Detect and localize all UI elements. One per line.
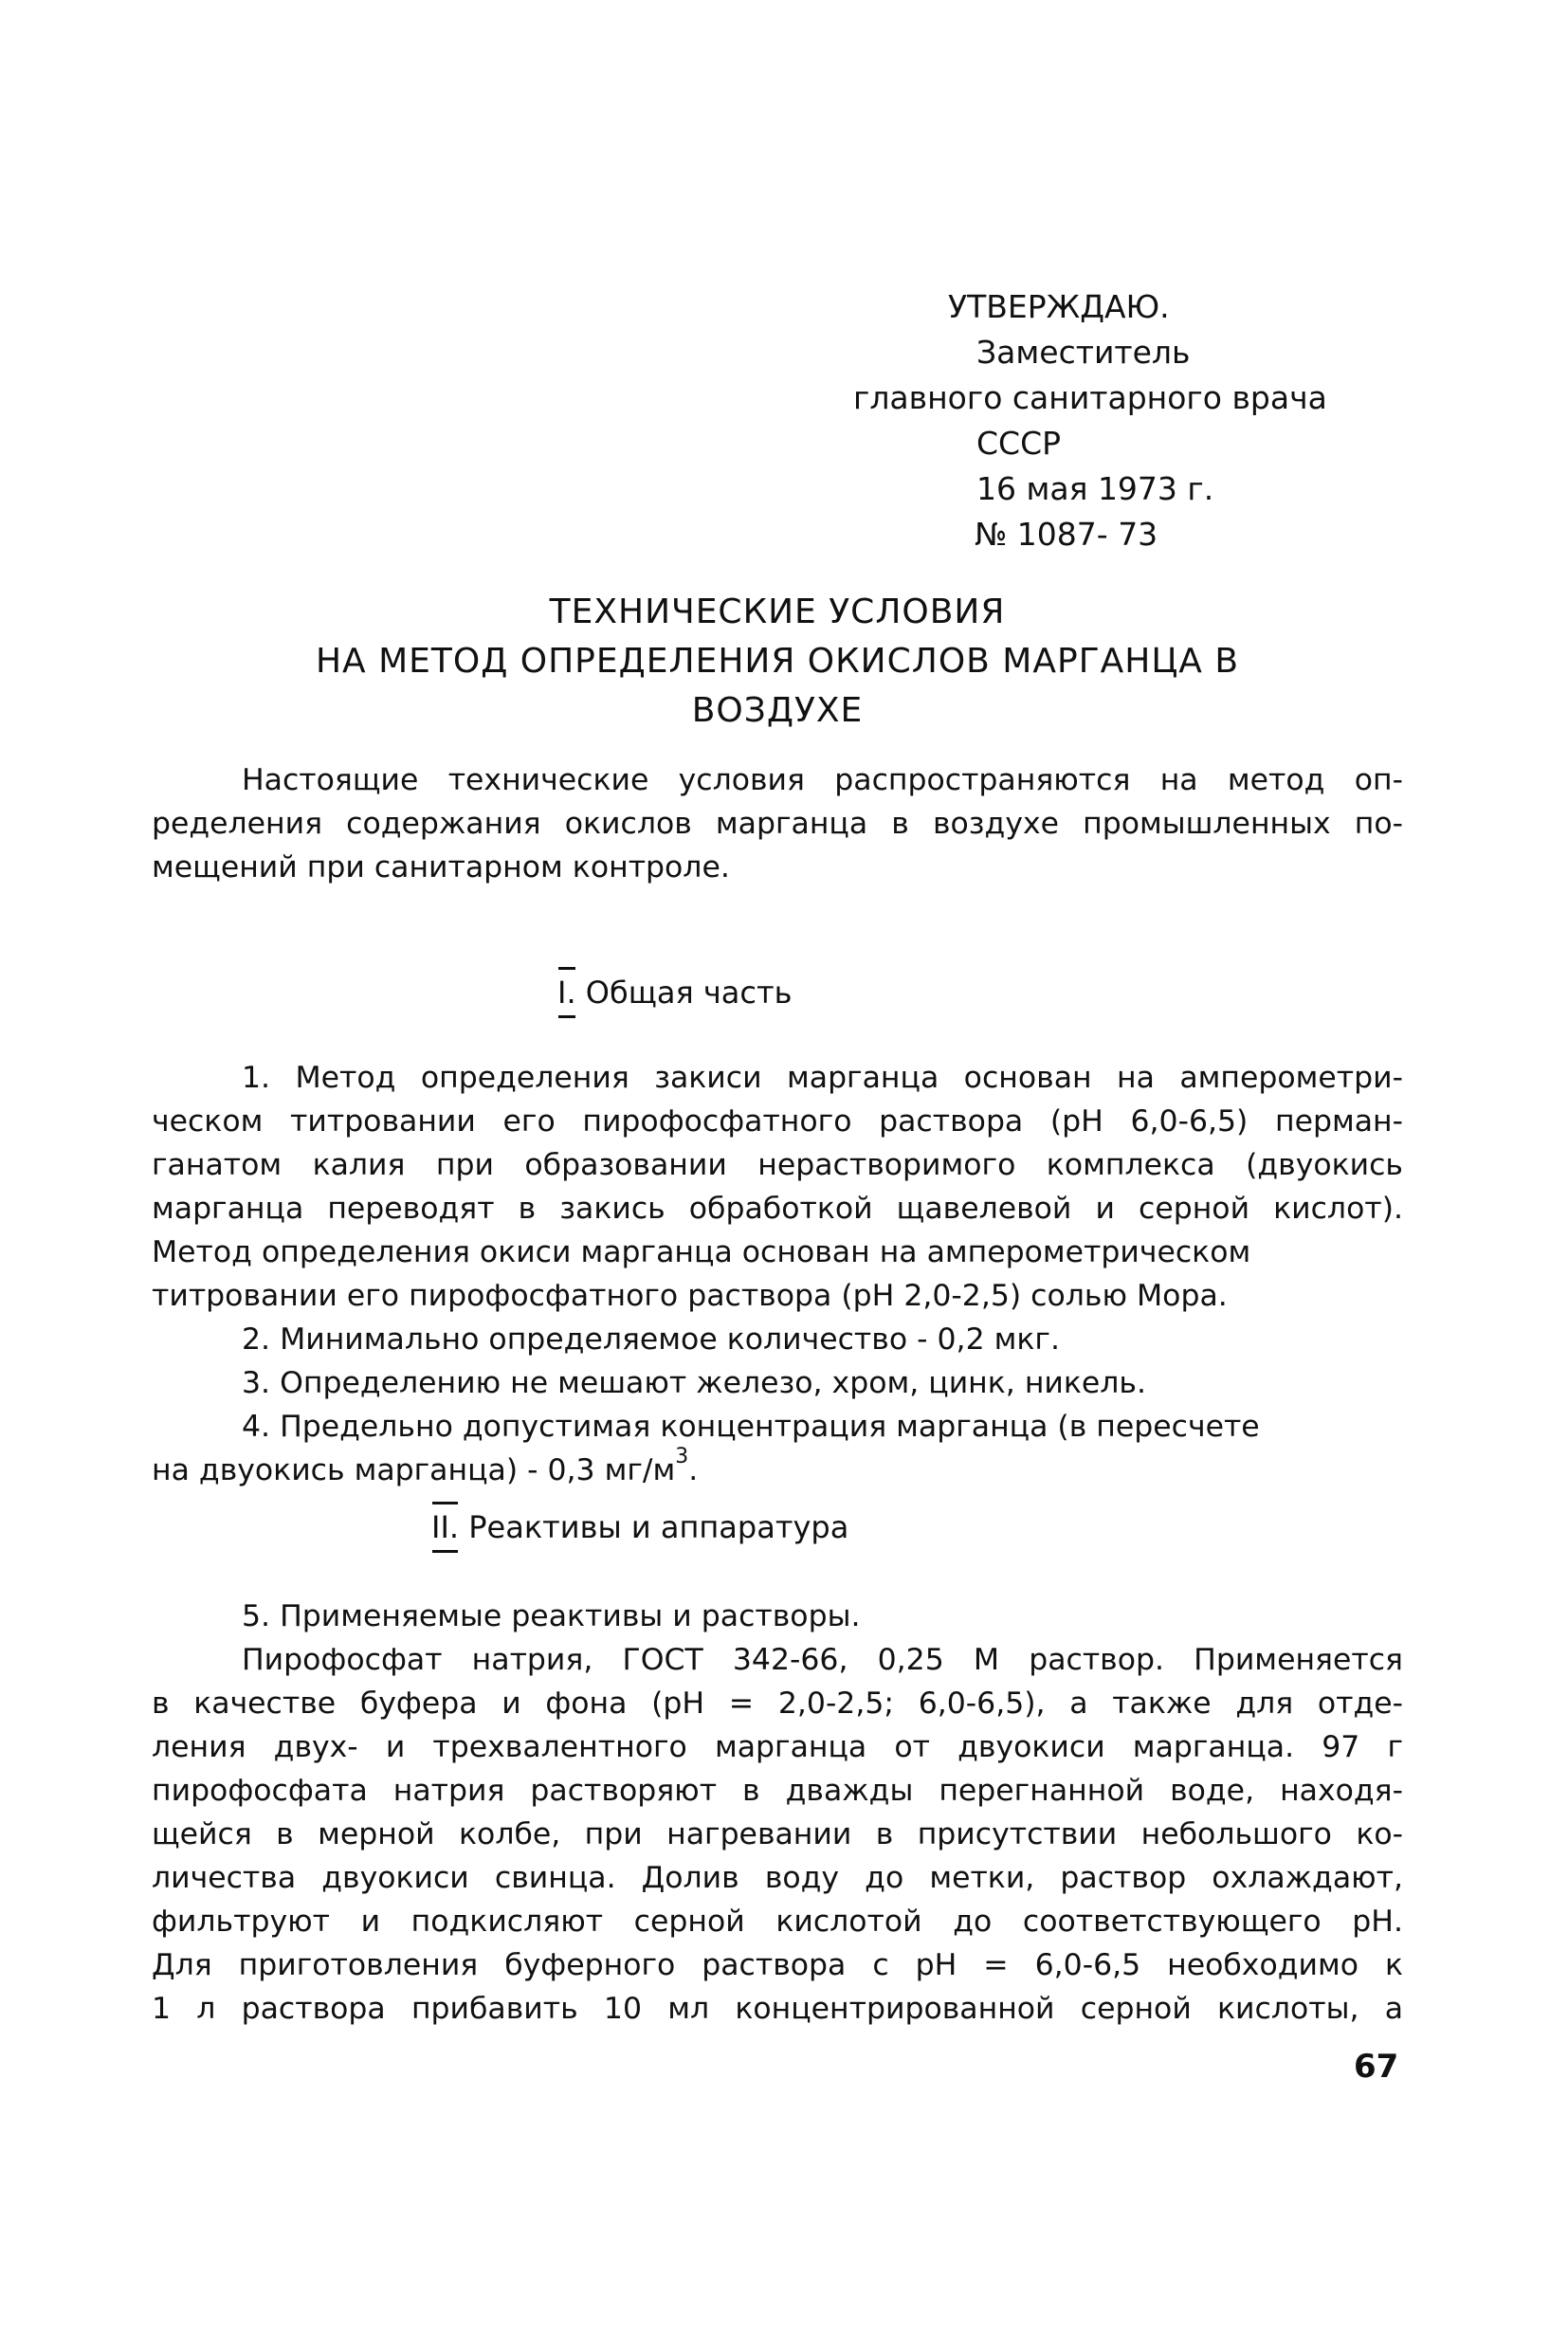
general-part-paragraphs <box>152 1056 1403 1496</box>
approval-position: Заместитель <box>976 334 1191 371</box>
intro-paragraph <box>152 758 1403 889</box>
paragraph-line: 4. Предельно допустимая концентрация марганца (в пересчете <box>242 1410 1260 1444</box>
section-title: Реактивы и аппаратура <box>468 1509 849 1545</box>
approval-date: 16 мая 1973 г. <box>976 470 1214 507</box>
title-line-2: НА МЕТОД ОПРЕДЕЛЕНИЯ ОКИСЛОВ МАРГАНЦА В <box>315 642 1240 681</box>
paragraph-line: Метод определения окиси марганца основан на амперометрическом <box>152 1235 1251 1269</box>
paragraph-line: в качестве буфера и фона (рН = 2,0-2,5; 6,0-6,5), а также для отде- <box>152 1687 1403 1721</box>
paragraph-line: пирофосфата натрия растворяют в дважды перегнанной воде, находя- <box>152 1774 1403 1808</box>
paragraph-line: 1. Метод определения закиси марганца основан на амперометри- <box>242 1061 1403 1095</box>
intro-line: Настоящие технические условия распространяются на метод оп- <box>242 763 1403 797</box>
intro-line: ределения содержания окислов марганца в воздухе промышленных по- <box>152 807 1403 841</box>
title-line-1: ТЕХНИЧЕСКИЕ УСЛОВИЯ <box>549 593 1006 631</box>
paragraph-line: ческом титровании его пирофосфатного раствора (рН 6,0-6,5) перман- <box>152 1104 1403 1139</box>
paragraph-line: 1 л раствора прибавить 10 мл концентрированной серной кислоты, а <box>152 1992 1403 2026</box>
section-heading-2 <box>431 1509 848 1545</box>
superscript: 3 <box>675 1445 689 1468</box>
paragraph-line: ления двух- и трехвалентного марганца от двуокиси марганца. 97 г <box>152 1730 1403 1764</box>
paragraph-line: на двуокись марганца) - 0,3 $мг/м^3$. <box>152 1445 699 1487</box>
paragraph-line: Для приготовления буферного раствора с рН = 6,0-6,5 необходимо к <box>152 1948 1403 1982</box>
paragraph-line: ганатом калия при образовании нерастворимого комплекса (двуокись <box>152 1148 1403 1182</box>
paragraph-line: 2. Минимально определяемое количество - 0,2 мкг. <box>242 1322 1060 1357</box>
title-line-3: ВОЗДУХЕ <box>691 691 864 730</box>
paragraph-line: марганца переводят в закись обработкой щавелевой и серной кислот). <box>152 1192 1403 1226</box>
paragraph-line: 5. Применяемые реактивы и растворы. <box>242 1599 861 1633</box>
approval-country: СССР <box>976 425 1062 462</box>
approval-position-2: главного санитарного врача <box>853 379 1327 416</box>
reagents-paragraphs <box>152 1595 1403 2031</box>
section-title: Общая часть <box>585 975 793 1011</box>
paragraph-line: фильтруют и подкисляют серной кислотой до соответствующего рН. <box>152 1905 1403 1939</box>
page-number: 67 <box>1354 2048 1399 2086</box>
section-number: I. <box>557 975 576 1011</box>
document-title <box>152 588 1403 736</box>
paragraph-line: щейся в мерной колбе, при нагревании в присутствии небольшого ко- <box>152 1817 1403 1851</box>
approval-heading: УТВЕРЖДАЮ. <box>948 288 1170 325</box>
paragraph-line: Пирофосфат натрия, ГОСТ 342-66, 0,25 М раствор. Применяется <box>242 1643 1403 1677</box>
section-number: II. <box>431 1509 459 1545</box>
paragraph-line: 3. Определению не мешают железо, хром, цинк, никель. <box>242 1366 1146 1400</box>
approval-number: № 1087- 73 <box>975 516 1158 553</box>
paragraph-line: титровании его пирофосфатного раствора (рН 2,0-2,5) солью Мора. <box>152 1279 1228 1313</box>
section-heading-1 <box>557 975 792 1011</box>
intro-line: мещений при санитарном контроле. <box>152 850 730 884</box>
paragraph-line: личества двуокиси свинца. Долив воду до метки, раствор охлаждают, <box>152 1861 1403 1895</box>
